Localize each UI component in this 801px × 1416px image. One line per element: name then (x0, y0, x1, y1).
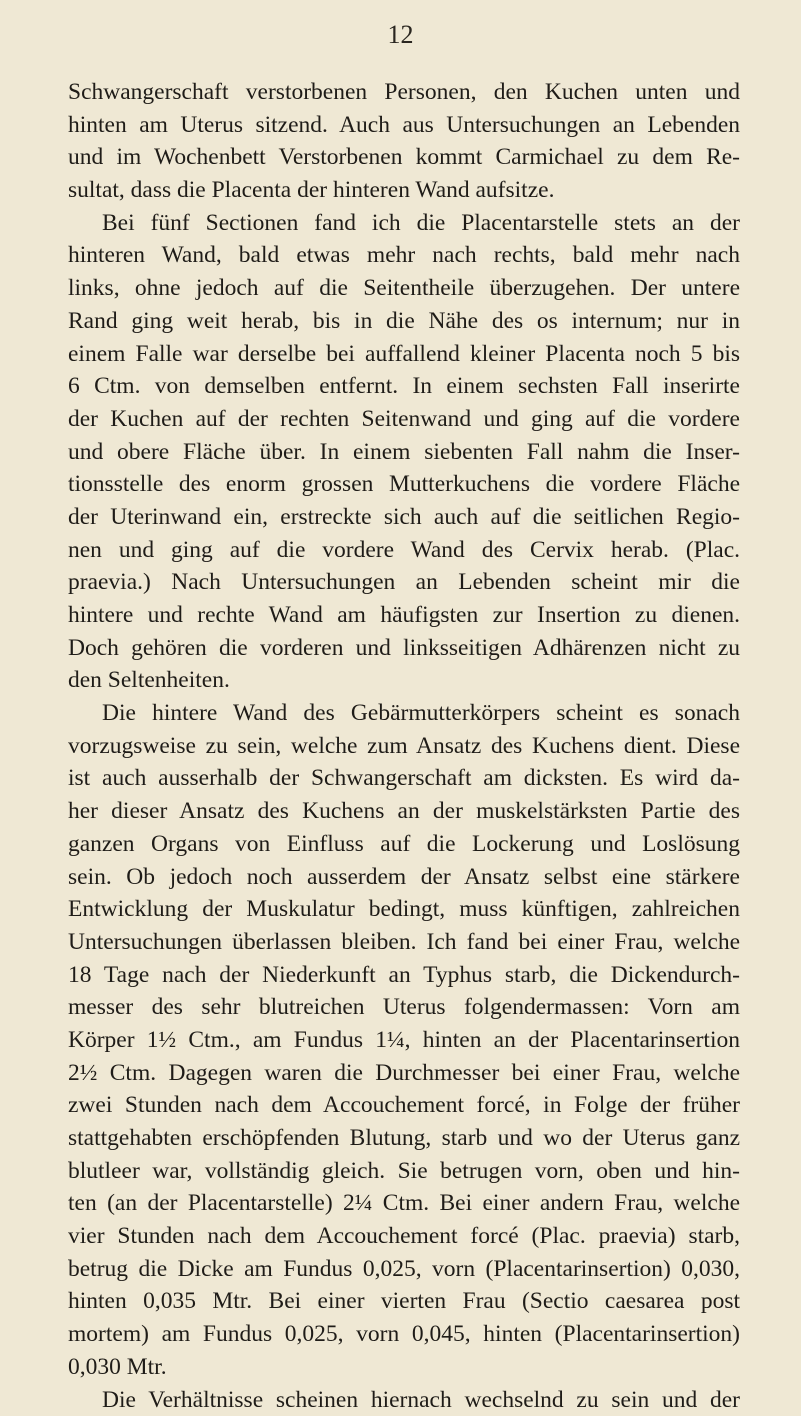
text-line: Schwangerschaft verstorbenen Personen, den Kuchen unten und (68, 76, 740, 109)
text-line: zwei Stunden nach dem Accouchement forcé, in Folge der früher (68, 1089, 740, 1122)
text-line: stattgehabten erschöpfenden Blutung, starb und wo der Uterus ganz (68, 1122, 740, 1155)
text-line: Bei fünf Sectionen fand ich die Placentarstelle stets an der (68, 207, 740, 240)
text-line: hinteren Wand, bald etwas mehr nach rechts, bald mehr nach (68, 239, 740, 272)
text-line: betrug die Dicke am Fundus 0,025, vorn (Placentarinsertion) 0,030, (68, 1253, 740, 1286)
text-line: hinten 0,035 Mtr. Bei einer vierten Frau (Sectio caesarea post (68, 1285, 740, 1318)
text-line: Entwicklung der Muskulatur bedingt, muss künftigen, zahlreichen (68, 893, 740, 926)
text-line: blutleer war, vollständig gleich. Sie betrugen vorn, oben und hin- (68, 1155, 740, 1188)
text-line: 18 Tage nach der Niederkunft an Typhus starb, die Dickendurch- (68, 959, 740, 992)
text-line: ist auch ausserhalb der Schwangerschaft am dicksten. Es wird da- (68, 762, 740, 795)
text-line: einem Falle war derselbe bei auffallend kleiner Placenta noch 5 bis (68, 338, 740, 371)
text-line: vorzugsweise zu sein, welche zum Ansatz des Kuchens dient. Diese (68, 730, 740, 763)
body-text (68, 76, 740, 1416)
text-line: Die Verhältnisse scheinen hiernach wechselnd zu sein und der (68, 1384, 740, 1416)
text-line: vier Stunden nach dem Accouchement forcé (Plac. praevia) starb, (68, 1220, 740, 1253)
text-line: ganzen Organs von Einfluss auf die Lockerung und Loslösung (68, 828, 740, 861)
text-line: praevia.) Nach Untersuchungen an Lebenden scheint mir die (68, 566, 740, 599)
text-line: 2½ Ctm. Dagegen waren die Durchmesser bei einer Frau, welche (68, 1057, 740, 1090)
text-line: und obere Fläche über. In einem siebenten Fall nahm die Inser- (68, 436, 740, 469)
text-line: Doch gehören die vorderen und linksseitigen Adhärenzen nicht zu (68, 632, 740, 665)
text-line: Die hintere Wand des Gebärmutterkörpers scheint es sonach (68, 697, 740, 730)
text-line: nen und ging auf die vordere Wand des Cervix herab. (Plac. (68, 534, 740, 567)
page-number: 12 (0, 22, 801, 48)
text-line: hintere und rechte Wand am häufigsten zur Insertion zu dienen. (68, 599, 740, 632)
text-line: links, ohne jedoch auf die Seitentheile überzugehen. Der untere (68, 272, 740, 305)
text-line: Untersuchungen überlassen bleiben. Ich fand bei einer Frau, welche (68, 926, 740, 959)
text-line: Rand ging weit herab, bis in die Nähe des os internum; nur in (68, 305, 740, 338)
text-line: her dieser Ansatz des Kuchens an der muskelstärksten Partie des (68, 795, 740, 828)
text-line: tionsstelle des enorm grossen Mutterkuchens die vordere Fläche (68, 468, 740, 501)
text-line: 6 Ctm. von demselben entfernt. In einem sechsten Fall inserirte (68, 370, 740, 403)
text-line: und im Wochenbett Verstorbenen kommt Carmichael zu dem Re- (68, 141, 740, 174)
text-line: 0,030 Mtr. (68, 1351, 740, 1384)
text-line: sultat, dass die Placenta der hinteren Wand aufsitze. (68, 174, 740, 207)
text-line: sein. Ob jedoch noch ausserdem der Ansatz selbst eine stärkere (68, 861, 740, 894)
text-line: der Kuchen auf der rechten Seitenwand und ging auf die vordere (68, 403, 740, 436)
text-line: ten (an der Placentarstelle) 2¼ Ctm. Bei einer andern Frau, welche (68, 1187, 740, 1220)
text-line: Körper 1½ Ctm., am Fundus 1¼, hinten an der Placentarinsertion (68, 1024, 740, 1057)
text-line: den Seltenheiten. (68, 664, 740, 697)
text-line: messer des sehr blutreichen Uterus folgendermassen: Vorn am (68, 991, 740, 1024)
text-line: der Uterinwand ein, erstreckte sich auch auf die seitlichen Regio- (68, 501, 740, 534)
text-line: hinten am Uterus sitzend. Auch aus Untersuchungen an Lebenden (68, 109, 740, 142)
text-line: mortem) am Fundus 0,025, vorn 0,045, hinten (Placentarinsertion) (68, 1318, 740, 1351)
